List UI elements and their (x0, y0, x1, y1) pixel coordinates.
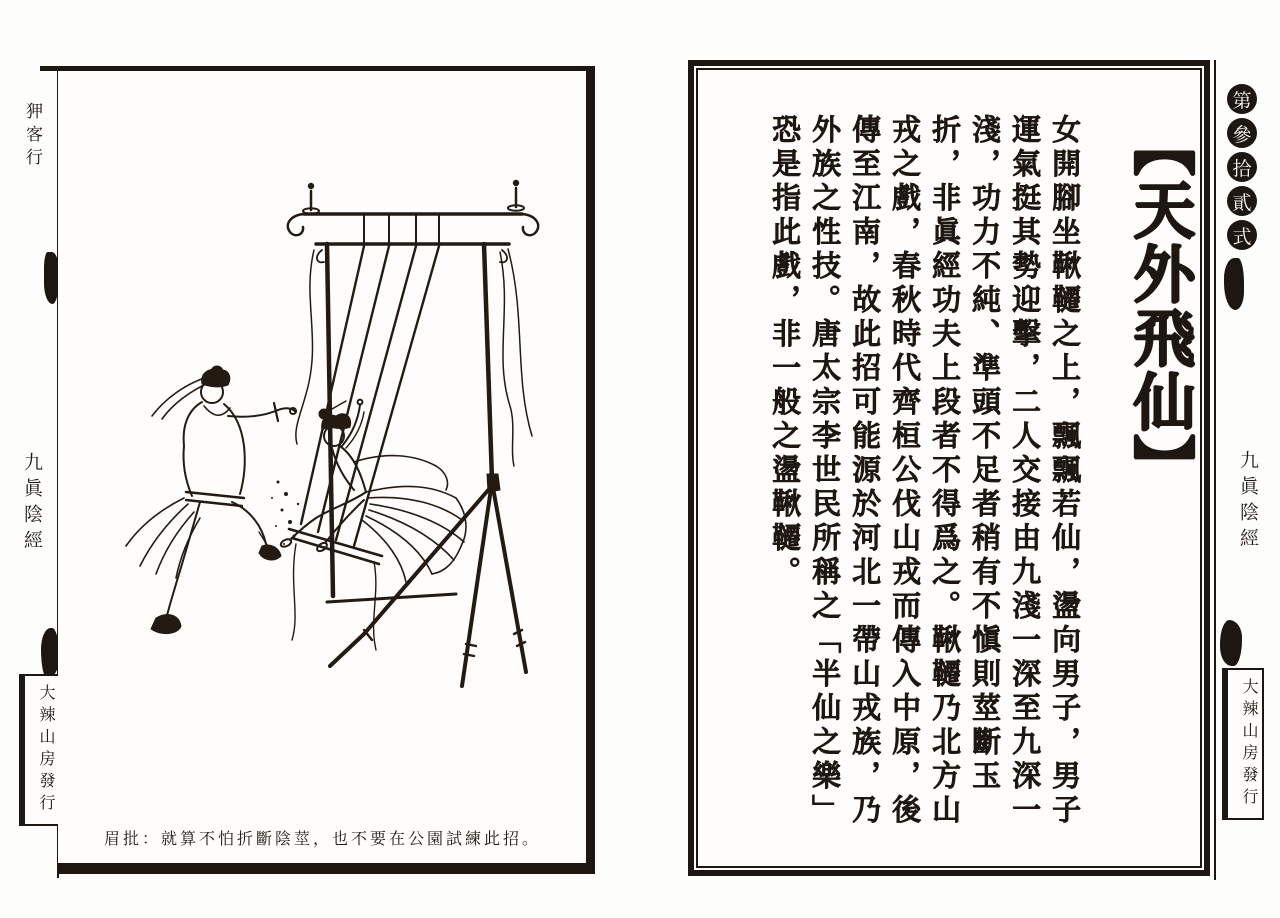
left-spine-series-title: 狎客行 (23, 102, 42, 171)
swing-scene-illustration (64, 74, 584, 834)
illustration-caption: 眉批：就算不怕折斷陰莖，也不要在公園試練此招。 (104, 831, 542, 848)
body-column: 折，非眞經功夫上段者不得爲之。鞦韆乃北方山 (928, 114, 960, 828)
right-spine-ink-ornament-top (1224, 258, 1244, 310)
stamp-char: 參 (1227, 118, 1257, 148)
right-page (688, 60, 1210, 876)
left-spine-book-title: 九眞陰經 (21, 452, 42, 556)
body-column: 運氣挺其勢迎擊，二人交接由九淺一深至九深一 (1008, 114, 1040, 828)
body-column: 女開腳坐鞦韆之上，飄飄若仙，盪向男子，男子 (1048, 114, 1080, 828)
move-title: 【天外飛仙】 (1124, 114, 1192, 498)
body-column: 外族之性技。唐太宗李世民所稱之「半仙之樂」 (808, 114, 840, 828)
chapter-number-stamp (1227, 84, 1257, 250)
left-spine-ink-ornament-top (44, 252, 59, 304)
move-description (766, 114, 1082, 862)
stamp-char: 貳 (1227, 186, 1257, 216)
man-figure (126, 367, 296, 634)
right-page-spine-line (1214, 60, 1216, 880)
right-spine-ink-ornament-bottom (1220, 620, 1242, 666)
left-spine-ink-ornament-bottom (41, 628, 59, 678)
body-column: 恐是指此戲，非一般之盪鞦韆。 (768, 114, 800, 590)
body-column: 傳至江南，故此招可能源於河北一帶山戎族，乃 (848, 114, 880, 828)
right-spine-publisher-box: 大辣山房發行 (1222, 668, 1264, 820)
ink-splatter (271, 481, 303, 546)
right-spine-book-title: 九眞陰經 (1237, 450, 1258, 554)
body-column: 戎之戲，春秋時代齊桓公伐山戎而傳入中原，後 (888, 114, 920, 828)
stamp-char: 第 (1227, 84, 1257, 114)
stamp-char: 式 (1227, 220, 1257, 250)
body-column: 淺，功力不純、準頭不足者稍有不愼則莖斷玉 (968, 114, 1000, 794)
left-spine-publisher-box: 大辣山房發行 (19, 674, 61, 826)
stamp-char: 拾 (1227, 152, 1257, 182)
